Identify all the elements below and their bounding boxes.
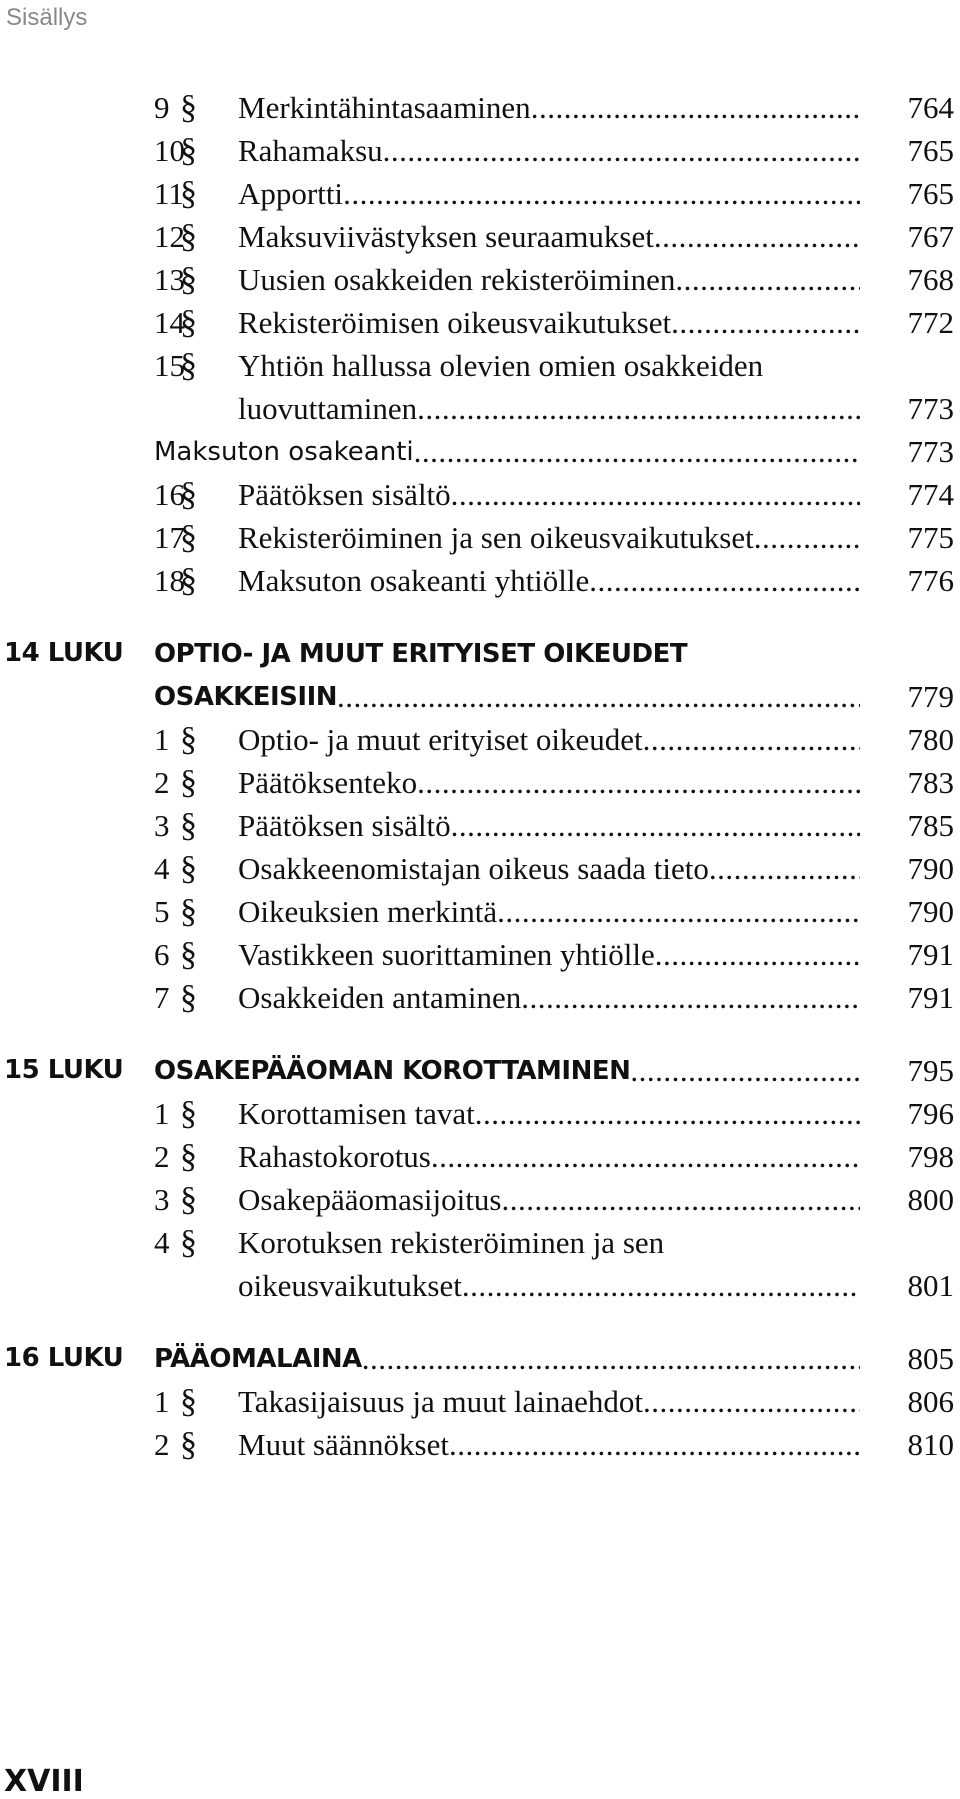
section-number: 15 — [154, 348, 185, 383]
toc-entry — [0, 1182, 960, 1225]
toc-entry — [0, 722, 960, 765]
chapter-title-continuation: OSAKKEISIIN — [154, 682, 338, 712]
page-number: 785 — [907, 808, 954, 843]
entry-title: Uusien osakkeiden rekisteröiminen — [238, 262, 676, 297]
entry-title: Osakkeenomistajan oikeus saada tieto — [238, 851, 709, 886]
page-number: 806 — [907, 1384, 954, 1419]
section-number: 6 — [154, 937, 170, 972]
section-number: 9 — [154, 90, 170, 125]
section-number: 14 — [154, 305, 185, 340]
entry-title: Maksuton osakeanti yhtiölle — [238, 563, 590, 598]
section-mark: § — [180, 850, 197, 887]
section-mark: § — [180, 261, 197, 298]
section-mark: § — [180, 936, 197, 973]
section-mark: § — [180, 979, 197, 1016]
toc-entry-continuation — [0, 391, 960, 434]
entry-title-continuation: luovuttaminen — [238, 391, 418, 426]
chapter-label: 16 LUKU — [4, 1343, 124, 1373]
chapter-label: 14 LUKU — [4, 638, 124, 668]
section-mark: § — [180, 1224, 197, 1261]
entry-leader — [238, 1182, 860, 1218]
toc-entry — [0, 348, 960, 391]
chapter-title: OSAKEPÄÄOMAN KOROTTAMINEN — [154, 1056, 631, 1086]
entry-leader — [238, 1384, 860, 1420]
toc-entry — [0, 765, 960, 808]
page-number: 765 — [907, 133, 954, 168]
toc-entry — [0, 219, 960, 262]
section-number: 12 — [154, 219, 185, 254]
entry-title: Optio- ja muut erityiset oikeudet — [238, 722, 643, 757]
entry-leader — [238, 765, 860, 801]
entry-leader — [238, 477, 860, 513]
section-number: 5 — [154, 894, 170, 929]
section-mark: § — [180, 1383, 197, 1420]
section-number: 11 — [154, 176, 184, 211]
entry-title: Korottamisen tavat — [238, 1096, 475, 1131]
section-number: 18 — [154, 563, 185, 598]
toc-entry — [0, 133, 960, 176]
section-number: 3 — [154, 808, 170, 843]
section-mark: § — [180, 175, 197, 212]
entry-title: Päätöksen sisältö — [238, 477, 451, 512]
entry-leader — [238, 1096, 860, 1132]
entry-title: Merkintähintasaaminen — [238, 90, 531, 125]
toc-entry — [0, 305, 960, 348]
entry-leader — [154, 434, 860, 470]
section-mark: § — [180, 347, 197, 384]
section-mark: § — [180, 721, 197, 758]
page-number: 796 — [907, 1096, 954, 1131]
entry-leader — [238, 808, 860, 844]
page-number: 801 — [907, 1268, 954, 1303]
entry-title-continuation: oikeusvaikutukset — [238, 1268, 462, 1303]
section-number: 1 — [154, 722, 170, 757]
section-mark: § — [180, 218, 197, 255]
entry-title: Päätöksen sisältö — [238, 808, 451, 843]
page-number: 790 — [907, 851, 954, 886]
entry-title: Rekisteröiminen ja sen oikeusvaikutukset — [238, 520, 754, 555]
entry-title: Päätöksenteko — [238, 765, 418, 800]
toc-entry — [0, 176, 960, 219]
section-mark: § — [180, 764, 197, 801]
page-number: 772 — [907, 305, 954, 340]
chapter-title: PÄÄOMALAINA — [154, 1344, 362, 1374]
toc-entry — [0, 937, 960, 980]
toc-entry — [0, 1427, 960, 1470]
chapter-title: OPTIO- JA MUUT ERITYISET OIKEUDET — [154, 639, 688, 669]
page-number: 765 — [907, 176, 954, 211]
page-number: 775 — [907, 520, 954, 555]
entry-leader — [238, 1268, 860, 1304]
toc-entry — [0, 851, 960, 894]
section-mark: § — [180, 1095, 197, 1132]
section-number: 3 — [154, 1182, 170, 1217]
entry-leader — [154, 1341, 860, 1377]
entry-leader — [238, 563, 860, 599]
toc-entry — [0, 262, 960, 305]
page-number: 773 — [907, 391, 954, 426]
section-number: 16 — [154, 477, 185, 512]
toc-entry — [0, 90, 960, 133]
section-number: 2 — [154, 1139, 170, 1174]
entry-title-line — [238, 1225, 860, 1261]
page-number: 779 — [907, 679, 954, 714]
entry-title: Takasijaisuus ja muut lainaehdot — [238, 1384, 644, 1419]
section-number: 7 — [154, 980, 170, 1015]
page-number: 791 — [907, 937, 954, 972]
page-number: 800 — [907, 1182, 954, 1217]
section-mark: § — [180, 1181, 197, 1218]
entry-leader — [238, 176, 860, 212]
chapter-heading — [0, 1053, 960, 1096]
chapter-heading-continuation — [0, 679, 960, 722]
section-number: 10 — [154, 133, 185, 168]
section-mark: § — [180, 1138, 197, 1175]
section-number: 1 — [154, 1384, 170, 1419]
entry-leader — [238, 90, 860, 126]
entry-title: Vastikkeen suorittaminen yhtiölle — [238, 937, 655, 972]
page-number: 805 — [907, 1341, 954, 1376]
entry-leader — [238, 262, 860, 298]
entry-leader — [238, 851, 860, 887]
toc-subheading — [0, 434, 960, 477]
section-number: 4 — [154, 1225, 170, 1260]
chapter-label: 15 LUKU — [4, 1055, 124, 1085]
entry-leader — [238, 391, 860, 427]
toc-entry — [0, 980, 960, 1023]
toc-entry — [0, 563, 960, 606]
entry-leader — [154, 1053, 860, 1089]
section-mark: § — [180, 476, 197, 513]
entry-leader — [238, 894, 860, 930]
chapter-title-line — [154, 636, 860, 669]
page-number: 774 — [907, 477, 954, 512]
entry-title: Apportti — [238, 176, 344, 211]
section-number: 13 — [154, 262, 185, 297]
section-number: 4 — [154, 851, 170, 886]
page-number: 790 — [907, 894, 954, 929]
chapter-heading — [0, 1341, 960, 1384]
toc-entry — [0, 894, 960, 937]
entry-title: Yhtiön hallussa olevien omien osakkeiden — [238, 348, 764, 383]
entry-title: Rekisteröimisen oikeusvaikutukset — [238, 305, 672, 340]
page-number: 795 — [907, 1053, 954, 1088]
section-number: 1 — [154, 1096, 170, 1131]
page-number: 764 — [907, 90, 954, 125]
section-mark: § — [180, 519, 197, 556]
toc-entry — [0, 477, 960, 520]
entry-leader — [238, 520, 860, 556]
toc-entry — [0, 1384, 960, 1427]
toc-entry — [0, 1139, 960, 1182]
entry-title: Osakkeiden antaminen — [238, 980, 522, 1015]
page-number: 776 — [907, 563, 954, 598]
toc-entry — [0, 1225, 960, 1268]
entry-title: Oikeuksien merkintä — [238, 894, 498, 929]
page-number: 768 — [907, 262, 954, 297]
toc-entry — [0, 520, 960, 563]
page-number: 798 — [907, 1139, 954, 1174]
section-mark: § — [180, 562, 197, 599]
section-mark: § — [180, 807, 197, 844]
toc-entry-continuation — [0, 1268, 960, 1311]
entry-title: Osakepääomasijoitus — [238, 1182, 502, 1217]
entry-leader — [238, 219, 860, 255]
entry-title: Rahamaksu — [238, 133, 383, 168]
entry-title-line — [238, 348, 860, 384]
entry-title: Muut säännökset — [238, 1427, 449, 1462]
section-mark: § — [180, 1426, 197, 1463]
page-number: 767 — [907, 219, 954, 254]
running-head: Sisällys — [6, 4, 88, 31]
section-number: 2 — [154, 1427, 170, 1462]
entry-leader — [238, 722, 860, 758]
toc-entry — [0, 1096, 960, 1139]
entry-title: Korotuksen rekisteröiminen ja sen — [238, 1225, 665, 1260]
subheading-title: Maksuton osakeanti — [154, 437, 414, 467]
page-number: 780 — [907, 722, 954, 757]
section-mark: § — [180, 304, 197, 341]
entry-leader — [238, 1427, 860, 1463]
section-mark: § — [180, 132, 197, 169]
entry-leader — [238, 937, 860, 973]
page-number: 791 — [907, 980, 954, 1015]
page-number: 810 — [907, 1427, 954, 1462]
chapter-heading — [0, 636, 960, 679]
page-folio: XVIII — [4, 1764, 84, 1799]
entry-leader — [238, 133, 860, 169]
entry-title: Maksuviivästyksen seuraamukset — [238, 219, 654, 254]
section-mark: § — [180, 89, 197, 126]
entry-leader — [238, 305, 860, 341]
entry-title: Rahastokorotus — [238, 1139, 431, 1174]
toc-entry — [0, 808, 960, 851]
page-number: 783 — [907, 765, 954, 800]
section-mark: § — [180, 893, 197, 930]
section-number: 17 — [154, 520, 185, 555]
entry-leader — [238, 1139, 860, 1175]
section-number: 2 — [154, 765, 170, 800]
entry-leader — [238, 980, 860, 1016]
page-number: 773 — [907, 434, 954, 469]
entry-leader — [154, 679, 860, 715]
table-of-contents — [0, 90, 960, 1470]
